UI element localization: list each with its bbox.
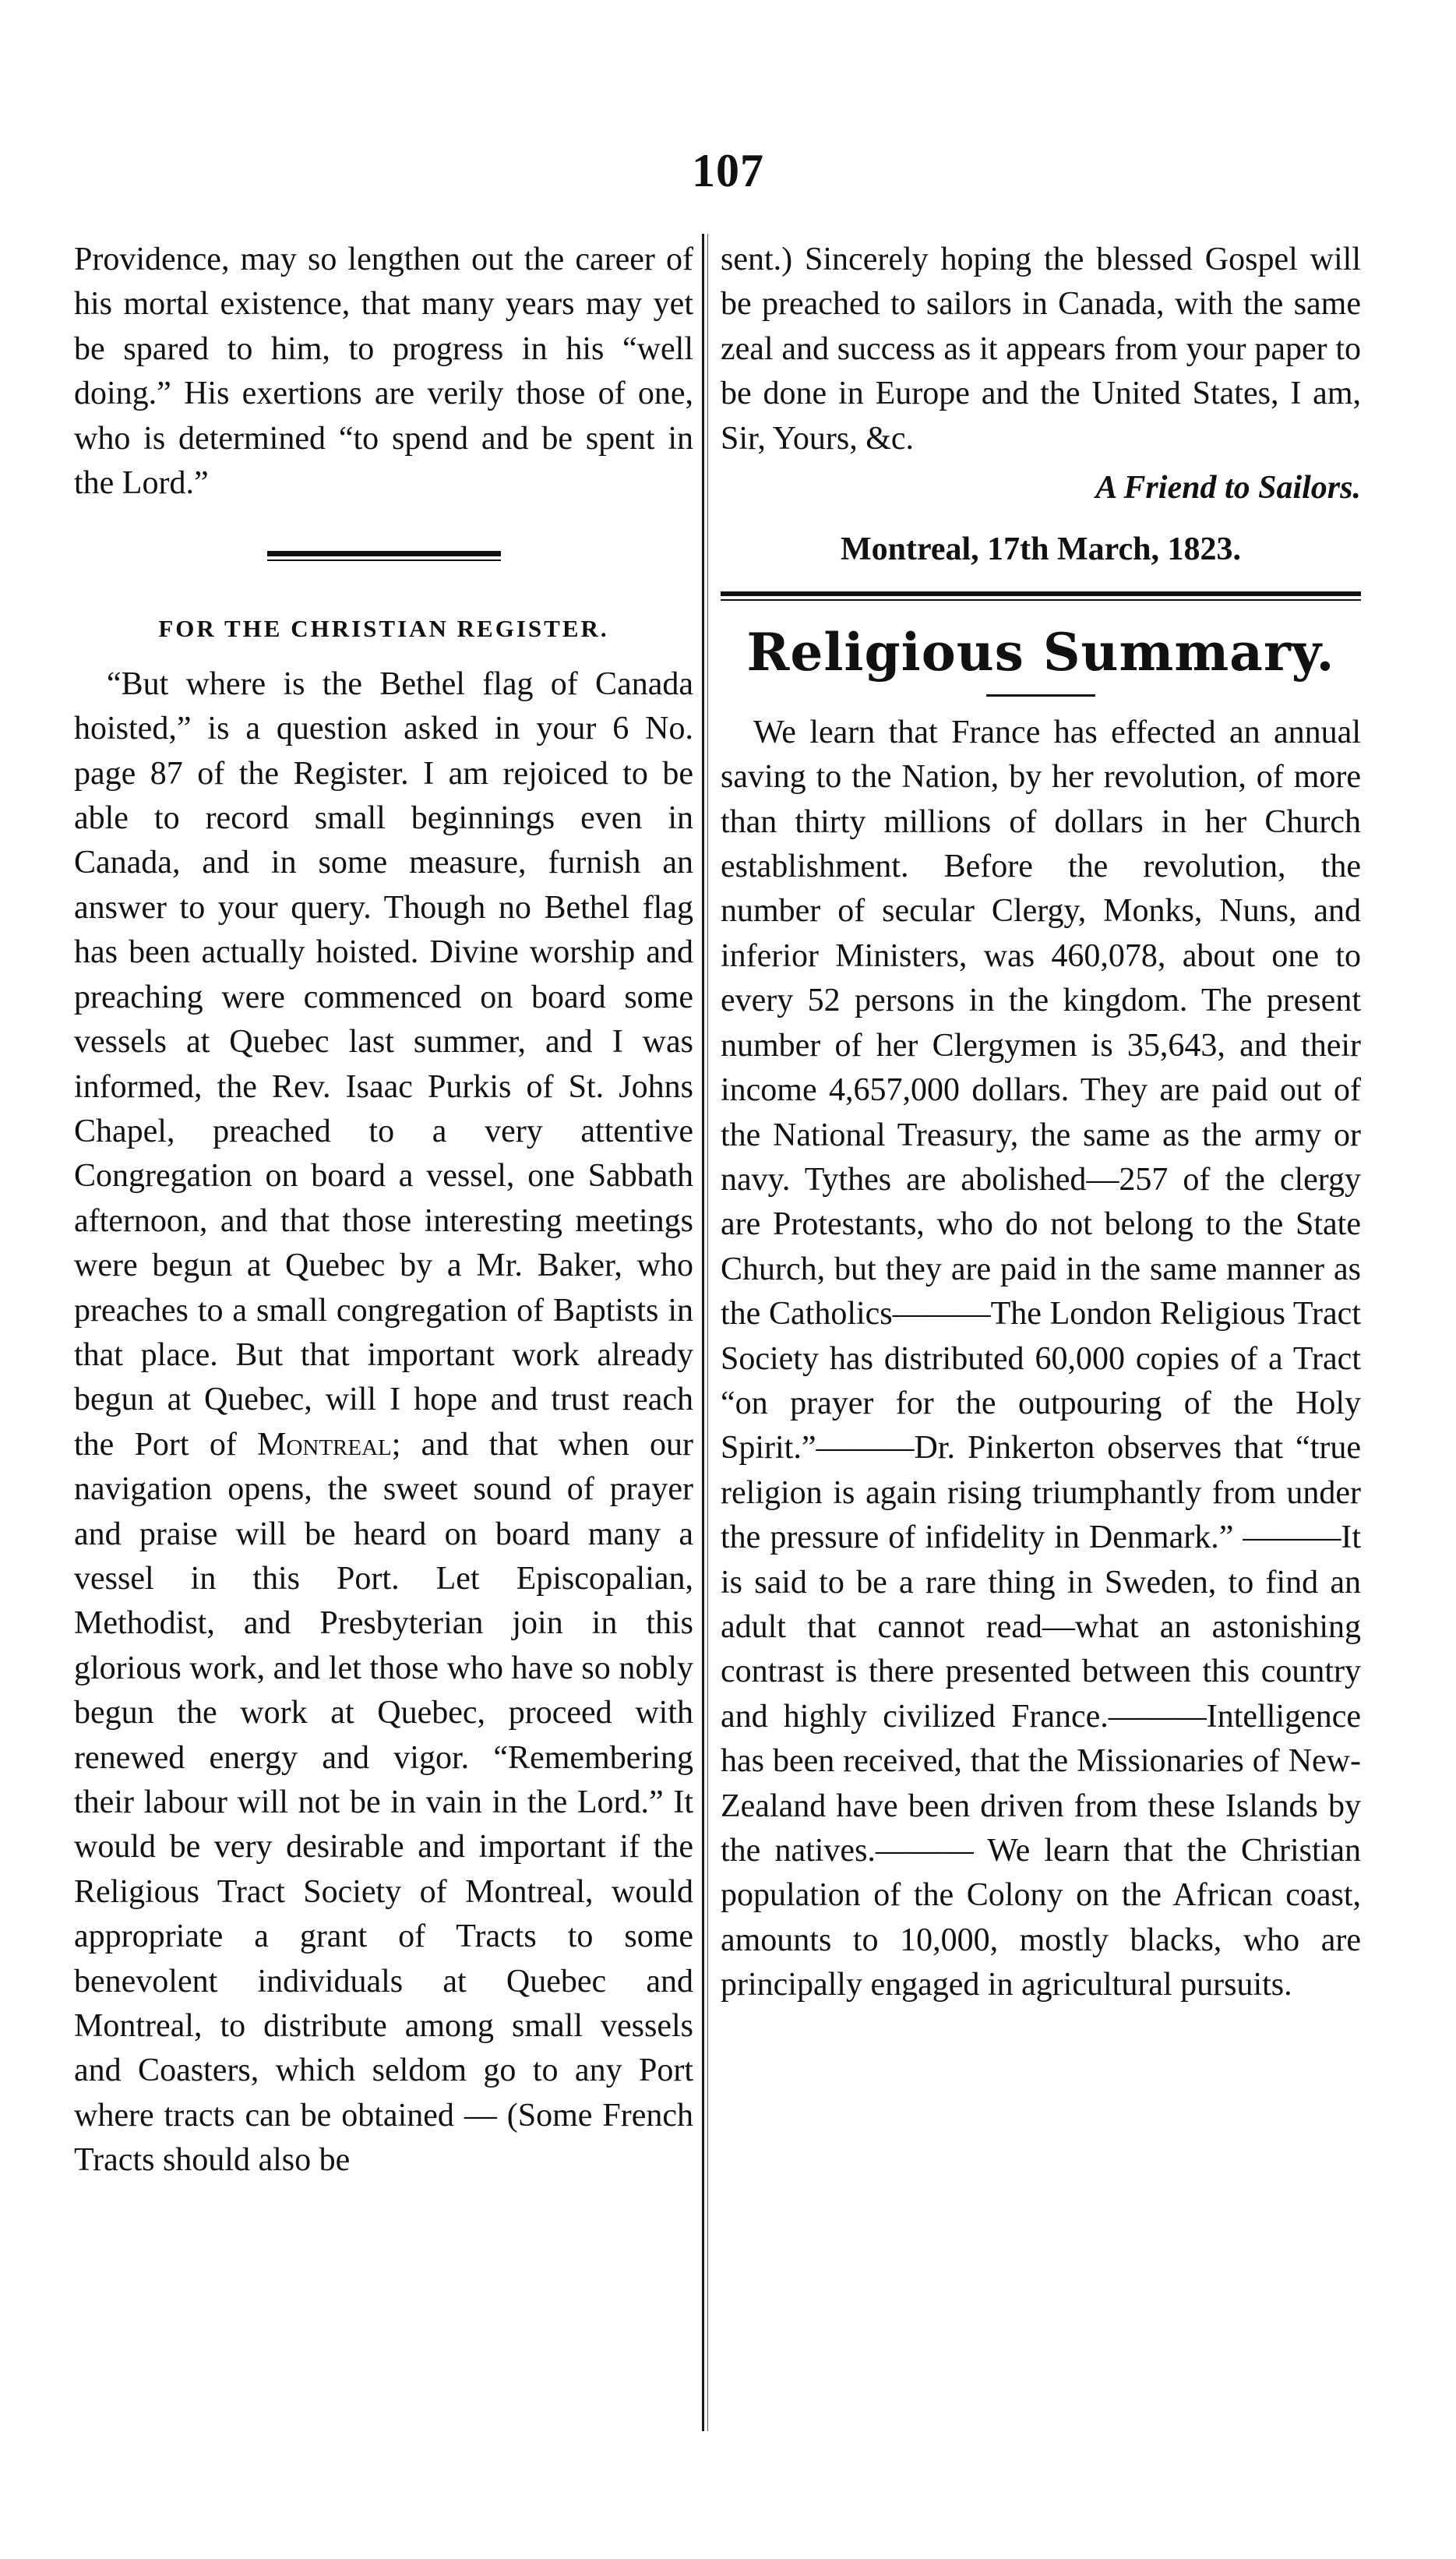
letter-signature: A Friend to Sailors. xyxy=(1095,470,1361,507)
summary-text: We learn that France has effected an annual saving to the Nation, by her revolution, of more than thirty millions of dollars in her Church establishment. Before the revolution, the number of secular Clergy, Monks, Nuns, and inferior Ministers, was 460,078, about one to every 52 persons in the kingdom. The present number of her Clergymen is 35,643, and their income 4,657,000 dollars. They are paid out of the National Treasury, the same as the army or navy. Tythes are abolished—257 of the clergy are Protestants, who do not belong to the State Church, but they are paid in the same manner as the Catholics———The London Religious Tract Society has distributed 60,000 copies of a Tract “on prayer for the outpouring of the Holy Spirit.”———Dr. Pinkerton observes that “true religion is again rising triumphantly from under the pressure of infidelity in Denmark.” ———It is said to be a rare thing in Sweden, to find an adult that cannot read—what an astonishing contrast is there presented between this country and highly civilized France.———Intelligence has been received, that the Missionaries of New-Zealand have been driven from these Islands by the natives.——— We learn that the Christian population of the Colony on the African coast, amounts to 10,000, mostly blacks, who are principally engaged in agricultural pursuits. xyxy=(721,714,1361,2003)
letter-body-text-2: ; and that when our navigation opens, the sweet sound of prayer and praise will be heard on board many a vessel in this Port. Let Episcopalian, Methodist, and Presbyterian join in this glorious work, and let those who have so nobly begun the work at Quebec, proceed with renewed energy and vigor. “Remembering their labour will not be in vain in the Lord.” It would be very desirable and important if the Religious Tract Society of Montreal, would appropriate a grant of Tracts to some benevolent individuals at Quebec and Montreal, to distribute among small vessels and Coasters, which seldom go to any Port where tracts can be obtained — (Some French Tracts should also be xyxy=(74,1426,694,2179)
letter-continuation: sent.) Sincerely hoping the blessed Gospel will be preached to sailors in Canada, with the same zeal and success as it appears from your paper to be done in Europe and the United States, I am, Sir, Yours, &c. xyxy=(721,242,1361,457)
letter-city: Montreal xyxy=(257,1426,392,1463)
section-title: Religious Summary. xyxy=(746,621,1335,683)
letter-body xyxy=(74,662,693,2183)
dateline: Montreal, 17th March, 1823. xyxy=(840,531,1242,568)
right-column xyxy=(721,238,1361,2008)
page-number: 107 xyxy=(692,145,764,196)
section-rule-full xyxy=(721,591,1361,601)
intro-paragraph: Providence, may so lengthen out the career of his mortal existence, that many years may yet be spared to him, to progress in his “well doing.” His exertions are verily those of one, who is determined “to spend and be spent in the Lord.” xyxy=(74,242,693,502)
column-divider xyxy=(702,234,704,2431)
column-divider-inner xyxy=(707,234,708,2431)
left-column xyxy=(74,238,693,2183)
section-heading: FOR THE CHRISTIAN REGISTER. xyxy=(158,615,609,643)
section-rule xyxy=(267,551,501,561)
letter-body-text: “But where is the Bethel flag of Canada hoisted,” is a question asked in your 6 No. page 87 of the Register. I am rejoiced to be able to record small beginnings even in Canada, and in some measure, furnish an answer to your query. Though no Bethel flag has been actually hoisted. Divine worship and preaching were commenced on board some vessels at Quebec last summer, and I was informed, the Rev. Isaac Purkis of St. Johns Chapel, preached to a very attentive Congregation on board a vessel, one Sabbath afternoon, and that those interesting meetings were begun at Quebec by a Mr. Baker, who preaches to a small congregation of Baptists in that place. But that important work already begun at Quebec, will I hope and trust reach the Port of xyxy=(74,665,693,1463)
